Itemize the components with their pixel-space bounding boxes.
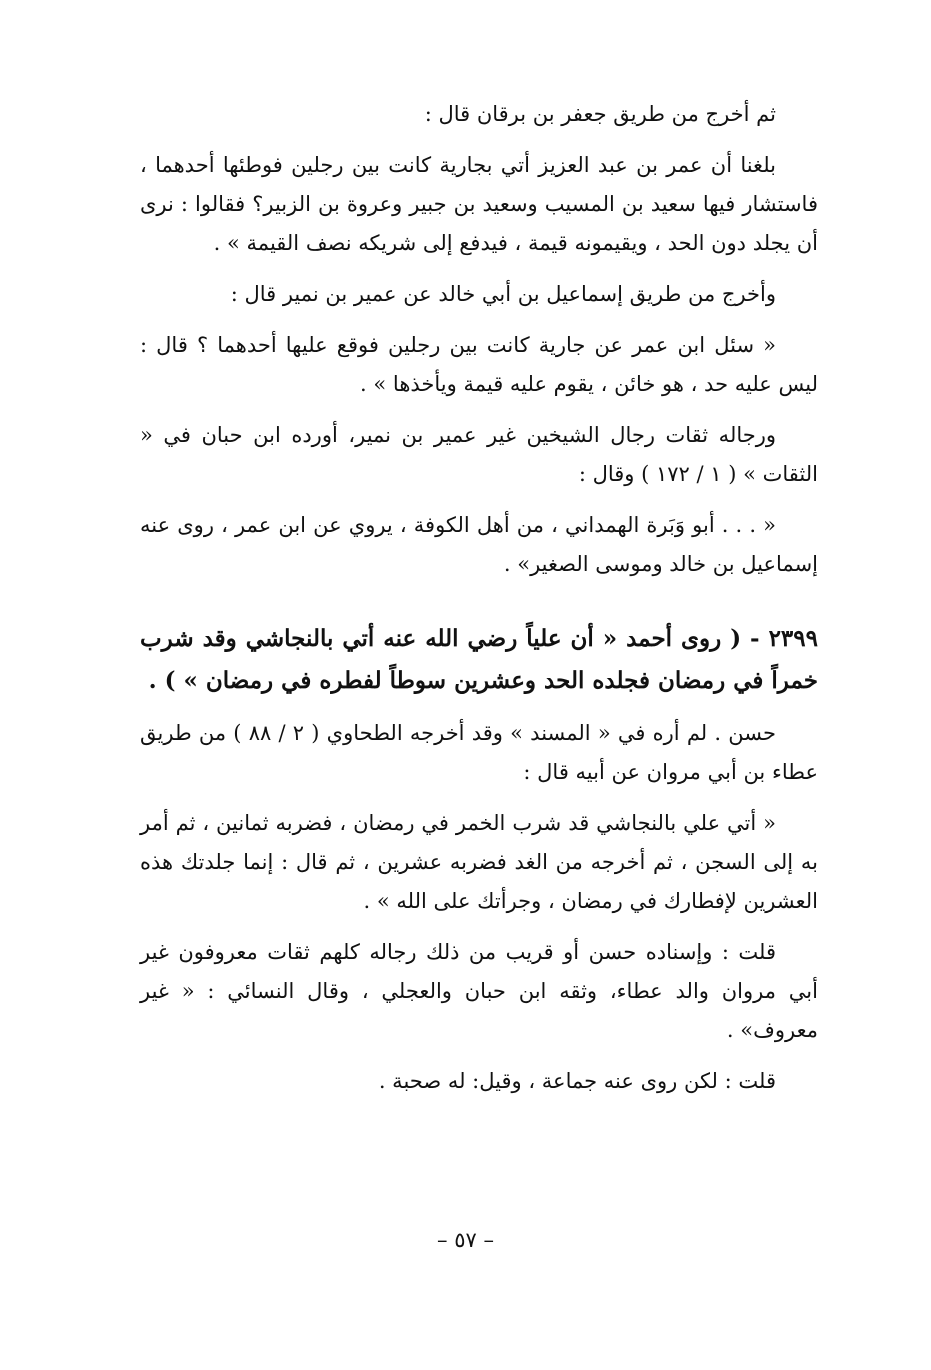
paragraph-9: قلت : وإسناده حسن أو قريب من ذلك رجاله كلهم ثقات معروفون غير أبي مروان والد عطاء، وثقه ابن حبان والعجلي ، وقال النسائي : « غير معروف» . xyxy=(140,940,818,1042)
page-number: – ٥٧ – xyxy=(437,1228,494,1252)
paragraph-4: « سئل ابن عمر عن جارية كانت بين رجلين فوقع عليها أحدهما ؟ قال : ليس عليه حد ، هو خائن ، يقوم عليه قيمة ويأخذها » . xyxy=(140,333,818,396)
paragraph-1: ثم أخرج من طريق جعفر بن برقان قال : xyxy=(424,102,776,126)
paragraph-3: وأخرج من طريق إسماعيل بن أبي خالد عن عمير بن نمير قال : xyxy=(230,282,776,306)
hadith-heading xyxy=(140,618,818,702)
paragraph-6: « . . . أبو وَبَرة الهمداني ، من أهل الكوفة ، يروي عن ابن عمر ، روى عنه إسماعيل بن خالد وموسى الصغير» . xyxy=(140,513,818,576)
paragraph-2: بلغنا أن عمر بن عبد العزيز أتي بجارية كانت بين رجلين فوطئها أحدهما ، فاستشار فيها سعيد بن المسيب وسعيد بن جبير وعروة بن الزبير؟ فقالوا : نرى أن يجلد دون الحد ، ويقيمونه قيمة ، فيدفع إلى شريكه نصف القيمة » . xyxy=(140,153,818,255)
hadith-text: - ( روى أحمد « أن علياً رضي الله عنه أتي بالنجاشي وقد شرب خمراً في رمضان فجلده الحد وعشرين سوطاً لفطره في رمضان » ) . xyxy=(140,625,818,694)
hadith-number: ٢٣٩٩ xyxy=(768,625,818,652)
paragraph-7: حسن . لم أره في « المسند » وقد أخرجه الطحاوي ( ٢ / ٨٨ ) من طريق عطاء بن أبي مروان عن أبيه قال : xyxy=(140,721,818,784)
paragraph-5: ورجاله ثقات رجال الشيخين غير عمير بن نمير، أورده ابن حبان في « الثقات » ( ١ / ١٧٢ ) وقال : xyxy=(140,423,818,486)
paragraph-10: قلت : لكن روى عنه جماعة ، وقيل: له صحبة . xyxy=(378,1069,776,1093)
page-body xyxy=(140,95,818,1113)
paragraph-8: « أتي علي بالنجاشي قد شرب الخمر في رمضان ، فضربه ثمانين ، ثم أمر به إلى السجن ، ثم أخرجه من الغد فضربه عشرين ، ثم قال : إنما جلدتك هذه العشرين لإفطارك في رمضان ، وجرأتك على الله » . xyxy=(140,811,818,913)
